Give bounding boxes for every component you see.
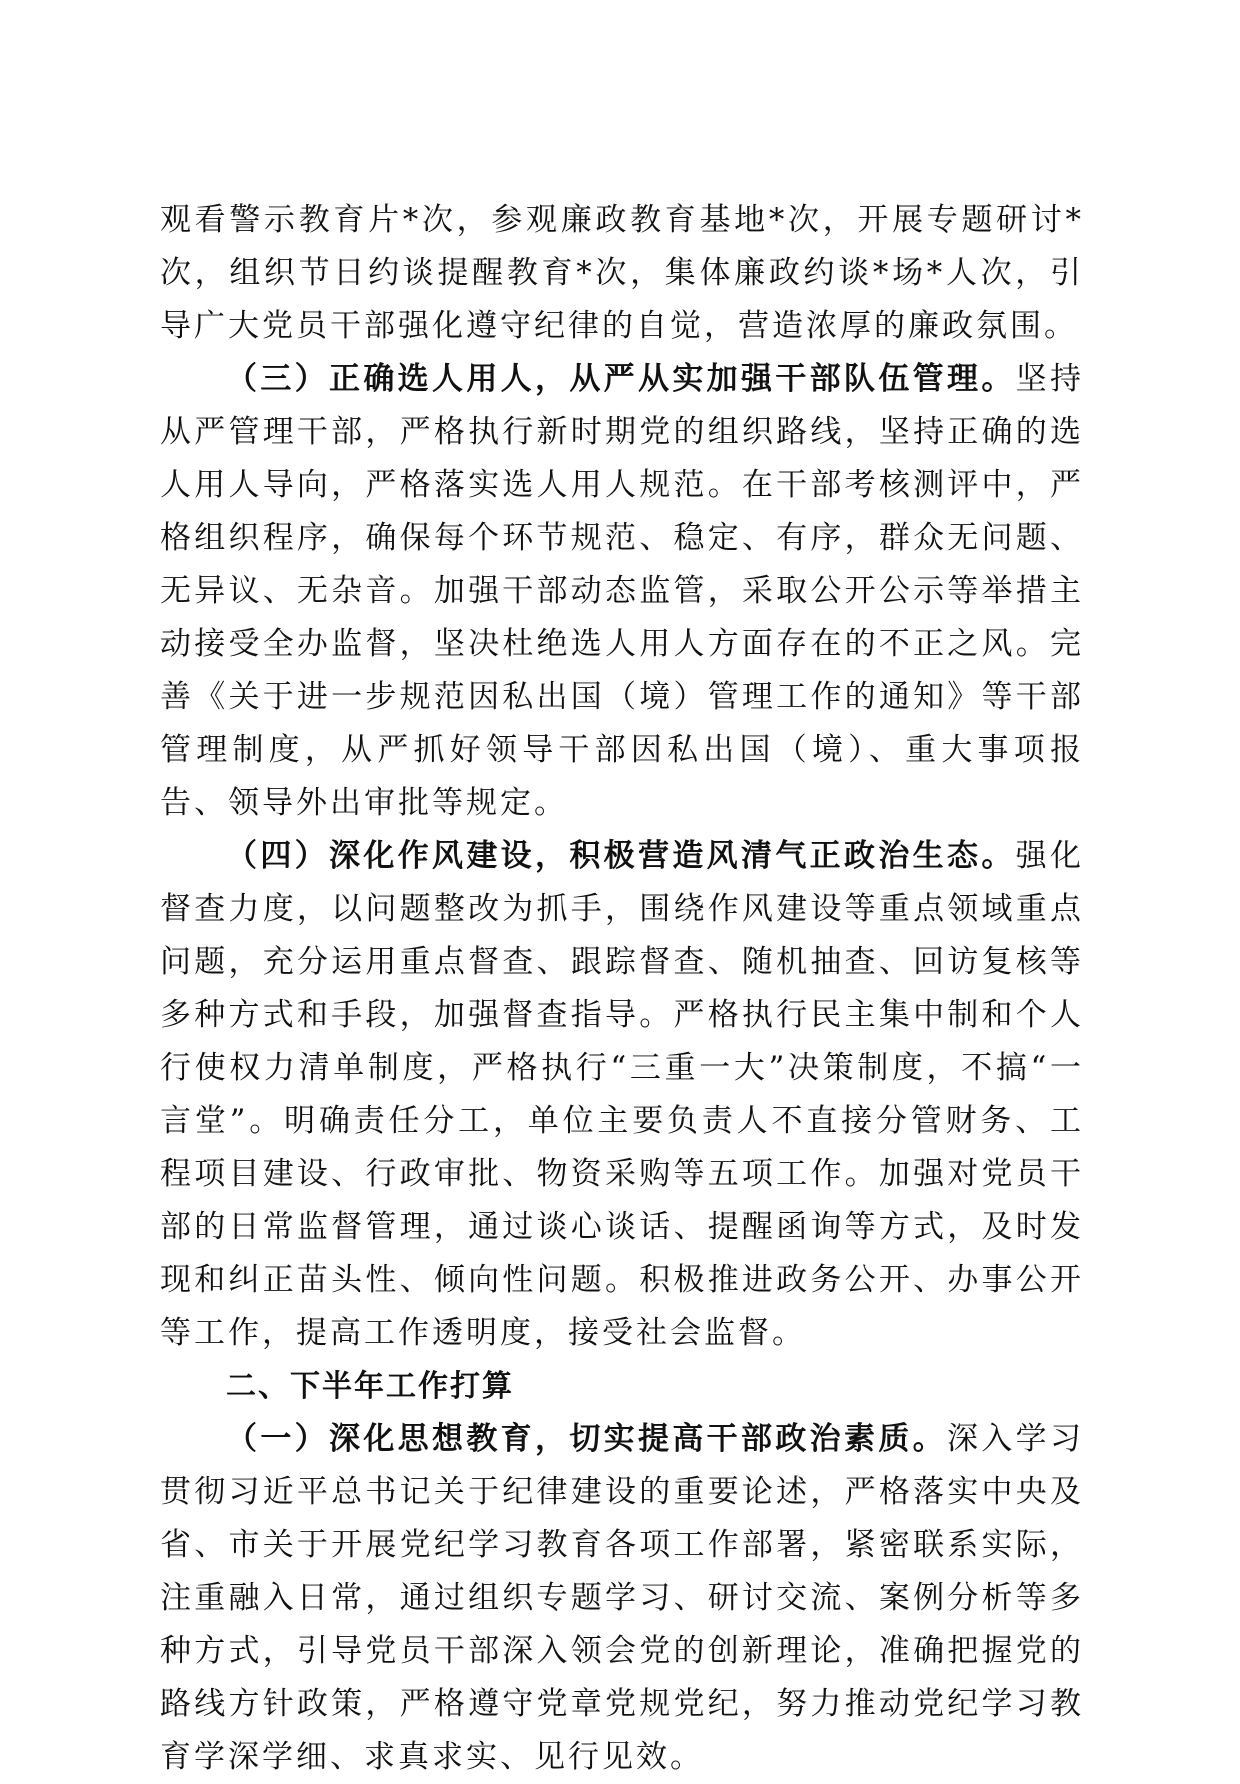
paragraph-lead: （一）深化思想教育，切实提高干部政治素质。 [226, 1421, 947, 1457]
paragraph-body: 强化督查力度，以问题整改为抓手，围绕作风建设等重点领域重点问题，充分运用重点督查、跟踪督查、随机抽查、回访复核等多种方式和手段，加强督查指导。严格执行民主集中制和个人行使权力清单制度，严格执行“三重一大”决策制度，不搞“一言堂”。明确责任分工，单位主要负责人不直接分管财务、工程项目建设、行政审批、物资采购等五项工作。加强对党员干部的日常监督管理，通过谈心谈话、提醒函询等方式，及时发现和纠正苗头性、倾向性问题。积极推进政务公开、办事公开等工作，提高工作透明度，接受社会监督。 [160, 838, 1085, 1351]
paragraph-continuation [160, 194, 1084, 353]
paragraph-body: 坚持从严管理干部，严格执行新时期党的组织路线，坚持正确的选人用人导向，严格落实选人用人规范。在干部考核测评中，严格组织程序，确保每个环节规范、稳定、有序，群众无问题、无异议、无杂音。加强干部动态监管，采取公开公示等举措主动接受全办监督，坚决杜绝选人用人方面存在的不正之风。完善《关于进一步规范因私出国（境）管理工作的通知》等干部管理制度，从严抓好领导干部因私出国（境）、重大事项报告、领导外出审批等规定。 [160, 361, 1085, 821]
paragraph-body: 观看警示教育片*次，参观廉政教育基地*次，开展专题研讨*次，组织节日约谈提醒教育*次，集体廉政约谈*场*人次，引导广大党员干部强化遵守纪律的自觉，营造浓厚的廉政氛围。 [160, 202, 1084, 344]
section-heading: 二、下半年工作打算 [226, 1369, 514, 1404]
paragraph-lead: （三）正确选人用人，从严从实加强干部队伍管理。 [226, 361, 1016, 397]
paragraph-work-style [160, 830, 1084, 1360]
paragraph-cadre-selection [160, 353, 1084, 830]
paragraph-body: 深入学习贯彻习近平总书记关于纪律建设的重要论述，严格落实中央及省、市关于开展党纪学习教育各项工作部署，紧密联系实际，注重融入日常，通过组织专题学习、研讨交流、案例分析等多种方式，引导党员干部深入领会党的创新理论，准确把握党的路线方针政策，严格遵守党章党规党纪，努力推动党纪学习教育学深学细、求真求实、见行见效。 [160, 1421, 1084, 1775]
document-page [160, 194, 1084, 1784]
paragraph-lead: （四）深化作风建设，积极营造风清气正政治生态。 [226, 838, 1016, 874]
paragraph-ideological-education [160, 1413, 1084, 1784]
